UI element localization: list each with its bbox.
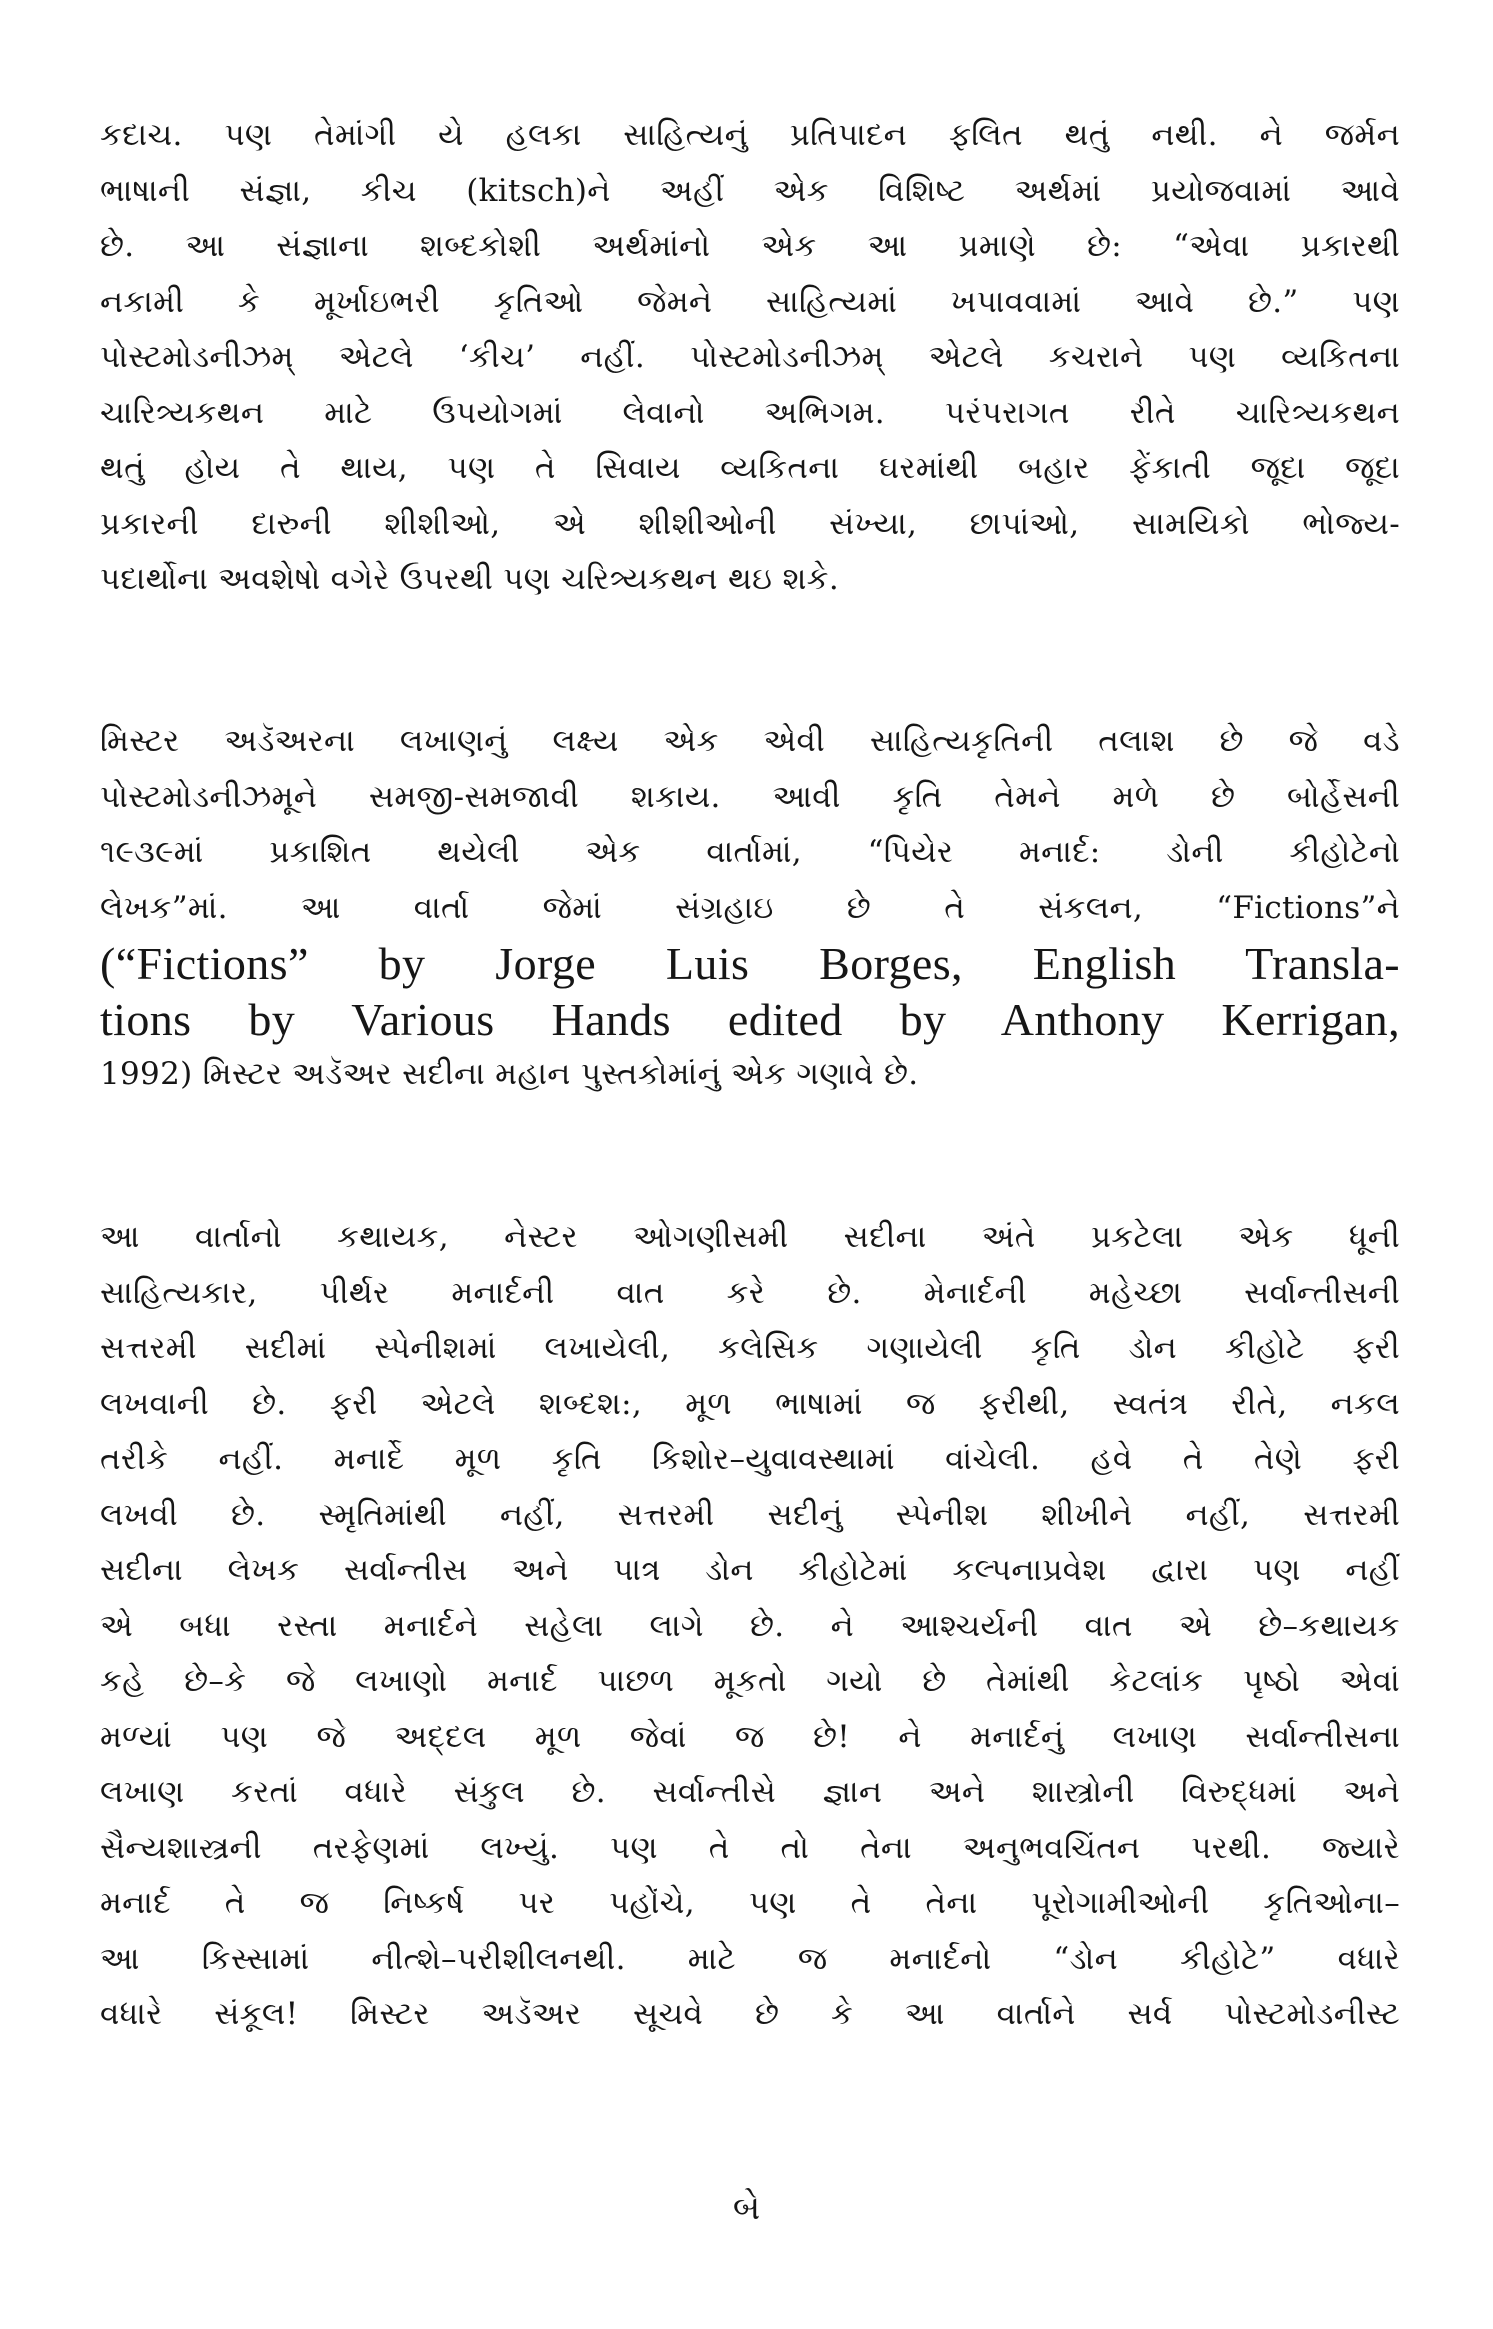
text-line: કહે છે–કે જે લખાણો મનાર્દ પાછળ મૂકતો ગયો છે તેમાંથી કેટલાંક પૃષ્ઠો એવાં: [100, 1663, 1400, 1699]
text-line: છે. આ સંજ્ઞાના શબ્દકોશી અર્થમાંનો એક આ પ્રમાણે છે: “એવા પ્રકારથી: [100, 228, 1400, 264]
text-line: થતું હોય તે થાય, પણ તે સિવાય વ્યકિતના ઘરમાંથી બહાર ફેંકાતી જૂદા જૂદા: [100, 450, 1400, 486]
text-line: સત્તરમી સદીમાં સ્પેનીશમાં લખાયેલી, કલેસિક ગણાયેલી કૃતિ ડોન કીહોટે ફરી: [100, 1330, 1400, 1366]
text-line: લખાણ કરતાં વધારે સંકુલ છે. સર્વાન્તીસે જ્ઞાન અને શાસ્ત્રોની વિરુદ્ધમાં અને: [100, 1774, 1400, 1810]
text-line: મળ્યાં પણ જે અદ્દલ મૂળ જેવાં જ છે! ને મનાર્દનું લખાણ સર્વાન્તીસના: [100, 1718, 1400, 1755]
paragraph-3: [100, 1210, 1400, 2043]
text-line: એ બધા રસ્તા મનાર્દને સહેલા લાગે છે. ને આશ્ચર્યની વાત એ છે–કથાયક: [100, 1607, 1400, 1644]
text-line: પોસ્ટમોડનીઝમૂને સમજી-સમજાવી શકાય. આવી કૃતિ તેમને મળે છે બોર્હેસની: [100, 778, 1400, 815]
text-line: સૈન્યશાસ્ત્રની તરફેણમાં લખ્યું. પણ તે તો તેના અનુભવચિંતન પરથી. જ્યારે: [100, 1829, 1400, 1866]
paragraph-1: [100, 108, 1400, 608]
text-line: ભાષાની સંજ્ઞા, કીચ (kitsch)ને અહીં એક વિશિષ્ટ અર્થમાં પ્રયોજવામાં આવે: [100, 172, 1400, 209]
text-line: તરીકે નહીં. મનાર્દે મૂળ કૃતિ કિશોર–યુવાવસ્થામાં વાંચેલી. હવે તે તેણે ફરી: [100, 1441, 1400, 1477]
text-line: વધારે સંકૂલ! મિસ્ટર અડૅઅર સૂચવે છે કે આ વાર્તાને સર્વ પોસ્ટમોડનીસ્ટ: [100, 1996, 1400, 2032]
text-line: મિસ્ટર અડૅઅરના લખાણનું લક્ષ્ય એક એવી સાહિત્યકૃતિની તલાશ છે જે વડે: [100, 723, 1400, 759]
text-line: આ વાર્તાનો કથાયક, નેસ્ટર ઓગણીસમી સદીના અંતે પ્રકટેલા એક ધૂની: [100, 1219, 1400, 1255]
text-line: લેખક”માં. આ વાર્તા જેમાં સંગ્રહાઇ છે તે સંકલન, “Fictions”ને: [100, 889, 1400, 926]
text-line: ચારિત્ર્યકથન માટે ઉપયોગમાં લેવાનો અભિગમ. પરંપરાગત રીતે ચારિત્ર્યકથન: [100, 394, 1400, 431]
text-line: આ કિસ્સામાં નીત્શે–પરીશીલનથી. માટે જ મનાર્દનો “ડોન કીહોટે” વધારે: [100, 1940, 1400, 1977]
text-line: પોસ્ટમોડનીઝમ્ એટલે ‘કીચ’ નહીં. પોસ્ટમોડનીઝમ્ એટલે કચરાને પણ વ્યકિતના: [100, 339, 1400, 375]
text-line: ૧૯૩૯માં પ્રકાશિત થયેલી એક વાર્તામાં, “પિયેર મનાર્દ: ડોની કીહોટેનો: [100, 834, 1400, 870]
text-line: tions by Various Hands edited by Anthony Kerrigan,: [100, 993, 1400, 1045]
text-line: પદાર્થોના અવશેષો વગેરે ઉપરથી પણ ચરિત્ર્યકથન થઇ શકે.: [100, 561, 839, 597]
text-line: પ્રકારની દારુની શીશીઓ, એ શીશીઓની સંખ્યા, છાપાંઓ, સામયિકો ભોજ્ય-: [100, 505, 1400, 542]
text-line: કદાચ. પણ તેમાંગી યે હલકા સાહિત્યનું પ્રતિપાદન ફલિત થતું નથી. ને જર્મન: [100, 117, 1400, 153]
text-line: લખવી છે. સ્મૃતિમાંથી નહીં, સત્તરમી સદીનું સ્પેનીશ શીખીને નહીં, સત્તરમી: [100, 1496, 1400, 1533]
text-line: સાહિત્યકાર, પીર્થર મનાર્દની વાત કરે છે. મેનાર્દની મહેચ્છા સર્વાન્તીસની: [100, 1274, 1400, 1311]
text-line: નકામી કે મૂર્ખાઇભરી કૃતિઓ જેમને સાહિત્યમાં ખપાવવામાં આવે છે.” પણ: [100, 283, 1400, 320]
paragraph-2: [100, 714, 1400, 1103]
text-line: 1992) મિસ્ટર અડૅઅર સદીના મહાન પુસ્તકોમાંનું એક ગણાવે છે.: [100, 1056, 919, 1092]
text-line: સદીના લેખક સર્વાન્તીસ અને પાત્ર ડોન કીહોટેમાં કલ્પનાપ્રવેશ દ્વારા પણ નહીં: [100, 1552, 1400, 1588]
page-number: બે: [732, 2188, 761, 2228]
text-line: મનાર્દ તે જ નિષ્કર્ષ પર પહોંચે, પણ તે તેના પૂરોગામીઓની કૃતિઓના–: [100, 1885, 1400, 1921]
text-line: લખવાની છે. ફરી એટલે શબ્દશ:, મૂળ ભાષામાં જ ફરીથી, સ્વતંત્ર રીતે, નકલ: [100, 1385, 1400, 1422]
text-line: (“Fictions” by Jorge Luis Borges, English Transla-: [100, 938, 1400, 989]
